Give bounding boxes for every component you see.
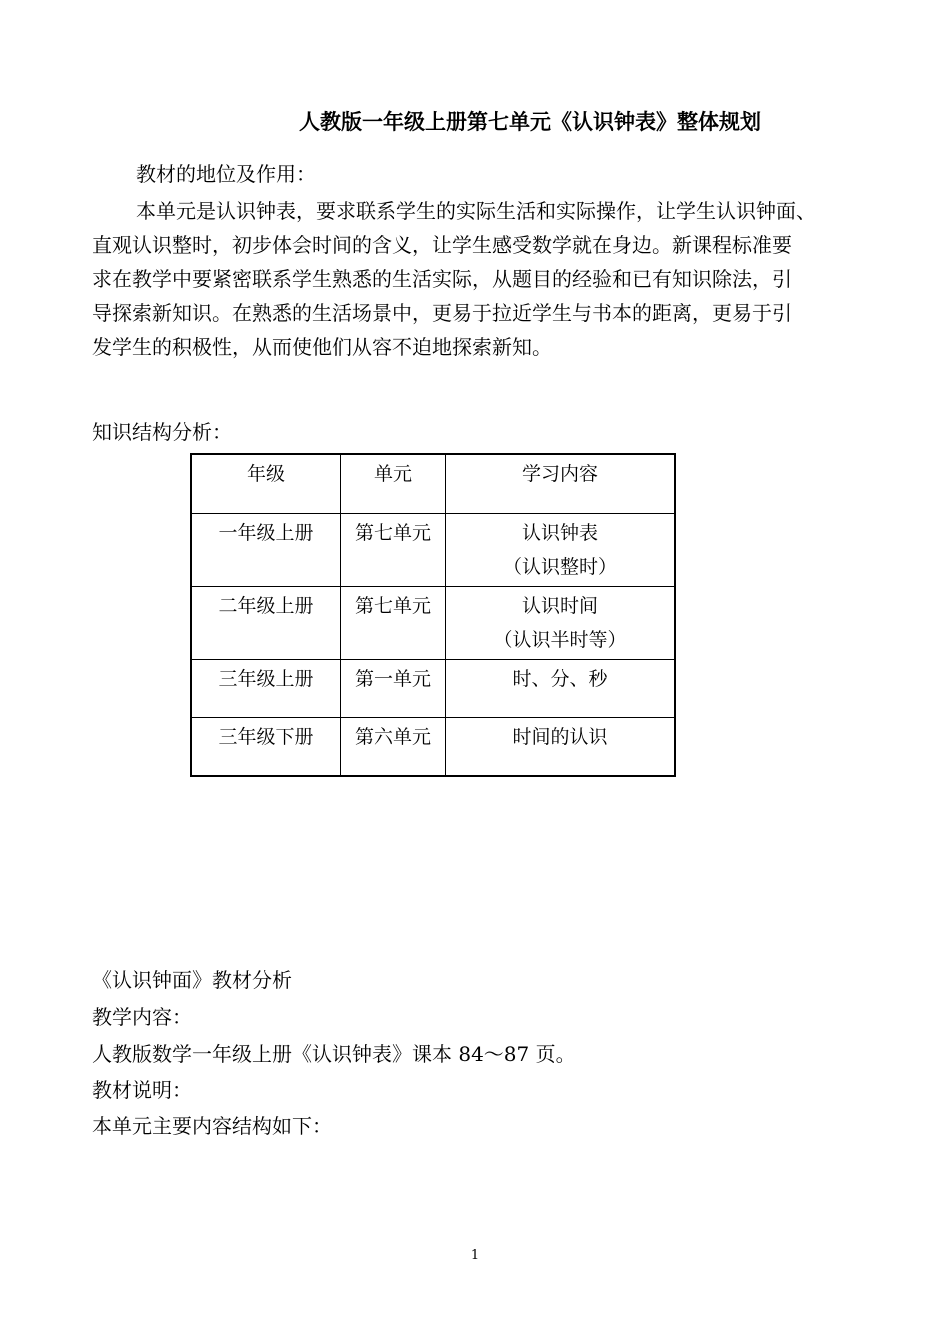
teaching-content-text: 人教版数学一年级上册《认识钟表》课本 84～87 页。 [92,1042,576,1066]
cell-content: 时、分、秒 [446,660,676,718]
content-subline: （认识整时） [502,556,617,578]
document-title: 人教版一年级上册第七单元《认识钟表》整体规划 [299,109,761,134]
cell-unit: 第一单元 [341,660,446,718]
paragraph-line: 直观认识整时，初步体会时间的含义，让学生感受数学就在身边。新课程标准要 [92,233,792,257]
cell-content [446,514,676,587]
material-text: 本单元主要内容结构如下： [92,1114,332,1138]
content-line: 认识时间 [521,595,598,617]
cell-content: 时间的认识 [446,718,676,777]
paragraph-line: 本单元是认识钟表，要求联系学生的实际生活和实际操作，让学生认识钟面、 [136,199,816,223]
paragraph-line: 求在教学中要紧密联系学生熟悉的生活实际，从题目的经验和已有知识除法，引 [92,267,792,291]
cell-content [446,587,676,660]
paragraph-line: 发学生的积极性，从而使他们从容不迫地探索新知。 [92,335,552,359]
content-subline: （认识半时等） [493,629,627,651]
column-header-grade: 年级 [191,454,341,514]
cell-grade: 一年级上册 [191,514,341,587]
content-line: 认识钟表 [521,522,598,544]
paragraph-line: 导探索新知识。在熟悉的生活场景中，更易于拉近学生与书本的距离，更易于引 [92,301,792,325]
table-header-row [191,454,675,514]
table-row [191,587,675,660]
column-header-content: 学习内容 [446,454,676,514]
material-label: 教材说明： [92,1078,192,1102]
section-heading-analysis: 《认识钟面》教材分析 [92,968,292,992]
cell-grade: 三年级上册 [191,660,341,718]
table-row [191,514,675,587]
table-row [191,660,675,718]
cell-grade: 三年级下册 [191,718,341,777]
column-header-unit: 单元 [341,454,446,514]
cell-unit: 第六单元 [341,718,446,777]
cell-grade: 二年级上册 [191,587,341,660]
teaching-content-label: 教学内容： [92,1005,192,1029]
table-row [191,718,675,777]
role-paragraph [92,194,882,364]
cell-unit: 第七单元 [341,587,446,660]
section-heading-structure: 知识结构分析： [92,420,232,444]
page-number: 1 [470,1248,480,1263]
knowledge-structure-table [190,453,676,777]
section-heading-role: 教材的地位及作用： [136,162,316,186]
cell-unit: 第七单元 [341,514,446,587]
